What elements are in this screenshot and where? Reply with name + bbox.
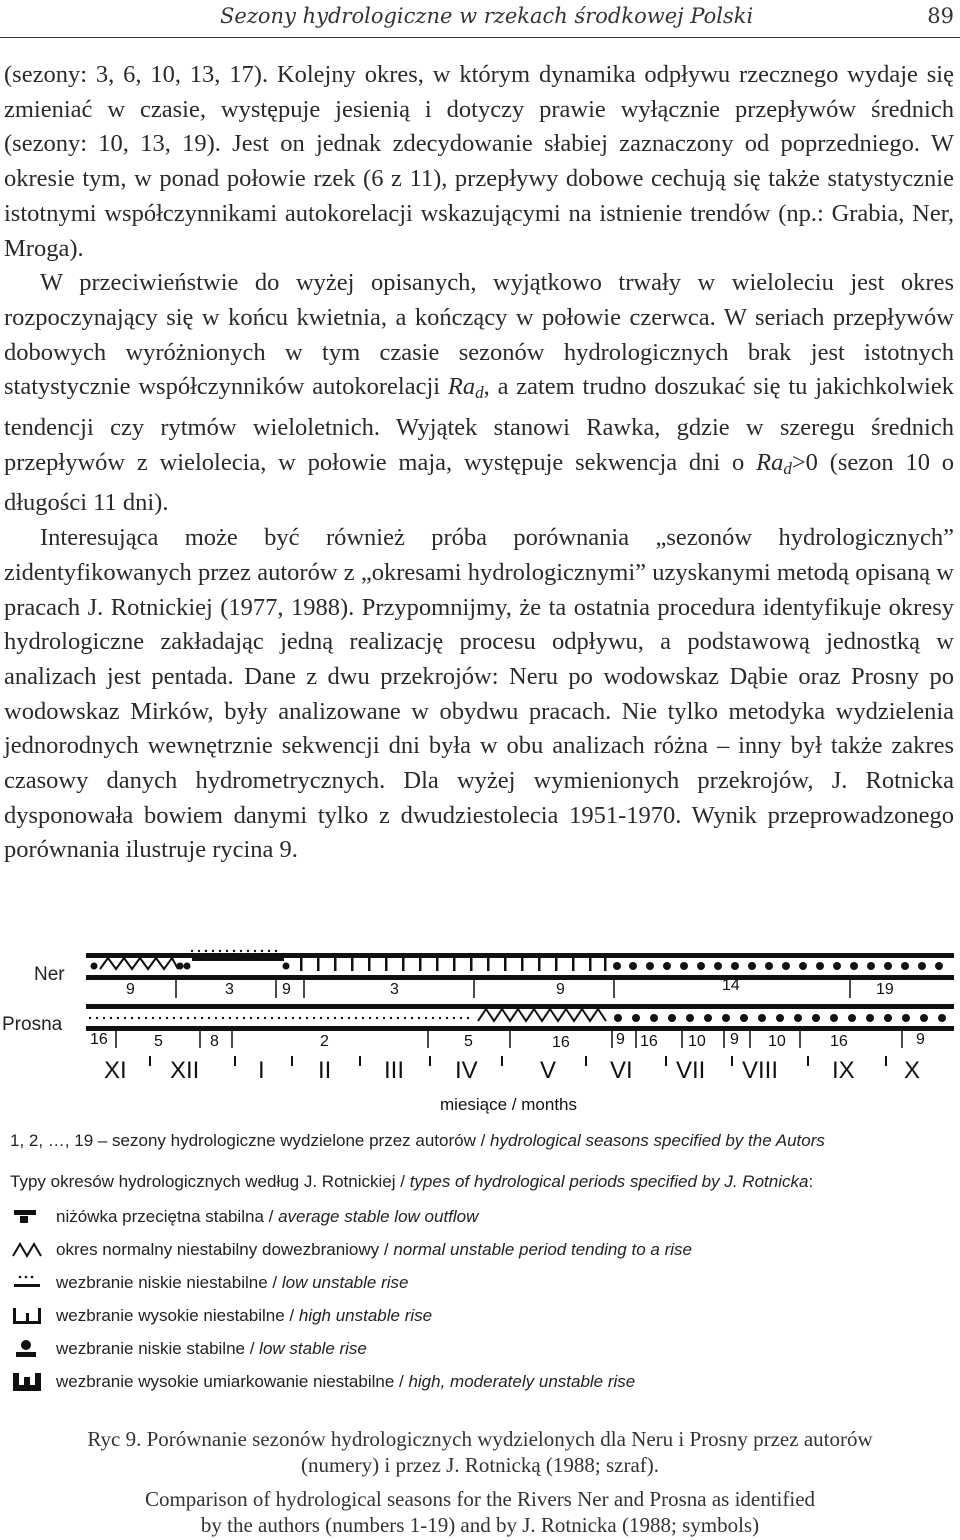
ner-comb	[300, 958, 607, 971]
legend-item-high-moderately-unstable	[10, 1369, 950, 1397]
legend-text: wezbranie niskie stabilne / low stable rise	[56, 1339, 367, 1358]
prosna-season-label: 10	[768, 1033, 786, 1050]
prosna-top-bar	[86, 1004, 954, 1009]
ner-dividers	[176, 980, 850, 998]
figure-caption-en	[0, 1486, 960, 1538]
ner-small-dots	[191, 950, 277, 952]
month-label: X	[904, 1057, 921, 1084]
prosna-season-label: 8	[210, 1033, 219, 1050]
month-label: XI	[104, 1057, 127, 1084]
month-label: VIII	[742, 1057, 779, 1084]
ra-subscript-2: d	[783, 458, 792, 478]
prosna-season-label: 5	[154, 1033, 163, 1050]
running-title: Sezony hydrologiczne w rzekach środkowej Polski	[220, 4, 754, 28]
ner-symbol-dots	[91, 962, 944, 970]
ner-top-bar	[86, 953, 954, 958]
paragraph-3-text: Interesująca może być również próba porównania „sezonów hydrologicznych” zidentyfikowanych przez autorów z „okresami hydrologicznymi” uzyskanymi metodą opisaną w pracach J. Rotnickiej (1977, 1988). Przypomnijmy, że ta ostatnia procedura identyfikuje okresy hydrologiczne zakładając jedną realizację procesu odpływu, a podstawową jednostką w analizach jest pentada. Dane z dwu przekrojów: Neru po wodowskaz Dąbie oraz Prosny po wodowskaz Mirków, były analizowane w obydwu pracach. Nie tylko metodyka wydzielenia jednorodnych wewnętrznie sekwencji dni była w obu analizach różna – inny był także zakres czasowy danych hydrometrycznych. Dla wyżej wymienionych przekrojów, J. Rotnicka dysponowała bowiem danymi tylko z dwudziestolecia 1951-1970. Wynik przeprowadzonego porównania ilustruje rycina 9.	[4, 524, 954, 864]
prosna-season-label: 2	[320, 1033, 329, 1050]
dot-bar-icon	[10, 1338, 44, 1360]
caption-en-line-1: Comparison of hydrological seasons for the Rivers Ner and Prosna as identified	[144, 1487, 816, 1511]
legend-text: wezbranie wysokie umiarkowanie niestabilne / high, moderately unstable rise	[56, 1372, 636, 1391]
legend-text: wezbranie wysokie niestabilne / high unstable rise	[56, 1306, 433, 1325]
month-label: V	[540, 1057, 557, 1084]
seasons-note	[10, 1131, 825, 1151]
prosna-season-label: 16	[830, 1033, 848, 1050]
paragraph-3	[4, 521, 954, 868]
seasons-note-pl: 1, 2, …, 19 – sezony hydrologiczne wydzielone przez autorów /	[10, 1131, 491, 1150]
header-rule	[0, 37, 960, 38]
legend-text: okres normalny niestabilny dowezbraniowy / normal unstable period tending to a rise	[56, 1240, 692, 1259]
comb-icon	[10, 1305, 44, 1327]
figure-caption-pl	[0, 1426, 960, 1478]
paragraph-1-text: (sezony: 3, 6, 10, 13, 17). Kolejny okres, w którym dynamika odpływu rzecznego wydaje się zmieniać w czasie, występuje jesienią i dotyczy prawie wyłącznie przepływów średnich (sezony: 10, 13, 19). Jest on jednak zdecydowanie słabiej zaznaczony od poprzedniego. W okresie tym, w ponad połowie rzek (6 z 11), przepływy dobowe cechują się także statystycznie istotnymi współczynnikami autokorelacji wskazującymi na istnienie trendów (np.: Grabia, Ner, Mroga).	[4, 61, 954, 262]
ner-bottom-bar	[86, 975, 954, 980]
ner-season-numbers	[126, 977, 894, 998]
month-label: I	[258, 1057, 265, 1084]
caption-pl-line-2: (numery) i przez J. Rotnicką (1988; szraf).	[300, 1453, 660, 1477]
month-labels	[104, 1057, 920, 1084]
legend-item-normal-unstable	[10, 1237, 950, 1265]
types-title	[10, 1172, 813, 1192]
ner-zigzag	[100, 958, 178, 969]
types-title-en: types of hydrological periods specified by J. Rotnicka	[409, 1172, 809, 1191]
prosna-symbol-dots	[614, 1014, 946, 1022]
zigzag-icon	[10, 1239, 44, 1261]
month-label: IX	[832, 1057, 855, 1084]
prosna-bottom-bar	[86, 1026, 954, 1031]
legend-text: wezbranie niskie niestabilne / low unstable rise	[56, 1273, 409, 1292]
legend-item-low-stable	[10, 1336, 950, 1364]
low-outflow-icon	[10, 1206, 44, 1228]
season-diagram	[0, 938, 960, 1138]
page-header	[0, 0, 960, 38]
paragraph-2	[4, 266, 954, 521]
month-label: III	[384, 1057, 405, 1084]
prosna-season-label: 10	[688, 1033, 706, 1050]
ner-season-label: 3	[390, 981, 399, 998]
row-label-prosna: Prosna	[2, 1014, 63, 1035]
ra-symbol-2: Ra	[756, 448, 784, 476]
dotted-line-icon	[10, 1272, 44, 1294]
month-label: XII	[170, 1057, 200, 1084]
paragraph-2-text-c: >0 (sezon 10 o długości 11 dni).	[4, 448, 954, 517]
legend-text: niżówka przeciętna stabilna / average stable low outflow	[56, 1207, 479, 1226]
prosna-season-label: 9	[730, 1031, 739, 1048]
prosna-season-label: 16	[640, 1033, 658, 1050]
legend-item-low-outflow	[10, 1204, 950, 1232]
ner-season-label: 9	[282, 981, 291, 998]
prosna-season-label: 9	[616, 1031, 625, 1048]
month-label: II	[318, 1057, 332, 1084]
figure-9	[0, 938, 960, 1138]
paragraph-2-text-a: W przeciwieństwie do wyżej opisanych, wyjątkowo trwały w wieloleciu jest okres rozpoczynający się w końcu kwietnia, a kończący w połowie czerwca. W seriach przepływów dobowych wyróżnionych w tym czasie sezonów hydrologicznych brak jest istotnych statystycznie współczynników autokorelacji	[4, 269, 954, 401]
paragraph-1	[4, 58, 954, 266]
ner-season-label: 9	[126, 981, 135, 998]
ner-low-outflow-bar	[192, 958, 284, 961]
prosna-season-label: 16	[90, 1031, 108, 1048]
prosna-season-label: 9	[916, 1031, 925, 1048]
types-title-pl: Typy okresów hydrologicznych według J. Rotnickiej /	[10, 1172, 410, 1191]
ner-season-label: 14	[722, 977, 740, 994]
month-label: VI	[610, 1057, 633, 1084]
types-title-colon: :	[808, 1172, 814, 1191]
seasons-note-en: hydrological seasons specified by the Autors	[490, 1131, 825, 1150]
legend-item-low-unstable	[10, 1270, 950, 1298]
row-label-ner: Ner	[34, 964, 65, 985]
ner-season-label: 19	[876, 981, 894, 998]
ra-symbol: Ra	[447, 373, 476, 401]
prosna-season-label: 5	[464, 1033, 473, 1050]
prosna-small-dots	[89, 1017, 469, 1019]
paragraph-2-text-b: , a zatem trudno doszukać się tu jakichkolwiek tendencji czy rytmów wieloletnich. Wyjątek stanowi Rawka, gdzie w szeregu średnich przepływów z wielolecia, w połowie maja, występuje sekwencja dni o	[4, 373, 954, 476]
caption-en-line-2: by the authors (numbers 1-19) and by J. Rotnicka (1988; symbols)	[200, 1513, 760, 1537]
month-label: VII	[676, 1057, 706, 1084]
filled-comb-icon	[10, 1371, 44, 1393]
caption-pl-line-1: Ryc 9. Porównanie sezonów hydrologicznych wydzielonych dla Neru i Prosny przez autorów	[87, 1427, 873, 1451]
body-text	[4, 58, 954, 868]
prosna-zigzag	[478, 1009, 606, 1021]
axis-label: miesiące / months	[440, 1095, 577, 1114]
legend-item-high-unstable	[10, 1303, 950, 1331]
page-number: 89	[927, 4, 954, 28]
ner-season-label: 3	[225, 981, 234, 998]
ra-subscript: d	[475, 383, 484, 403]
month-label: IV	[455, 1057, 478, 1084]
ner-season-label: 9	[556, 981, 565, 998]
prosna-season-label: 16	[552, 1034, 570, 1051]
